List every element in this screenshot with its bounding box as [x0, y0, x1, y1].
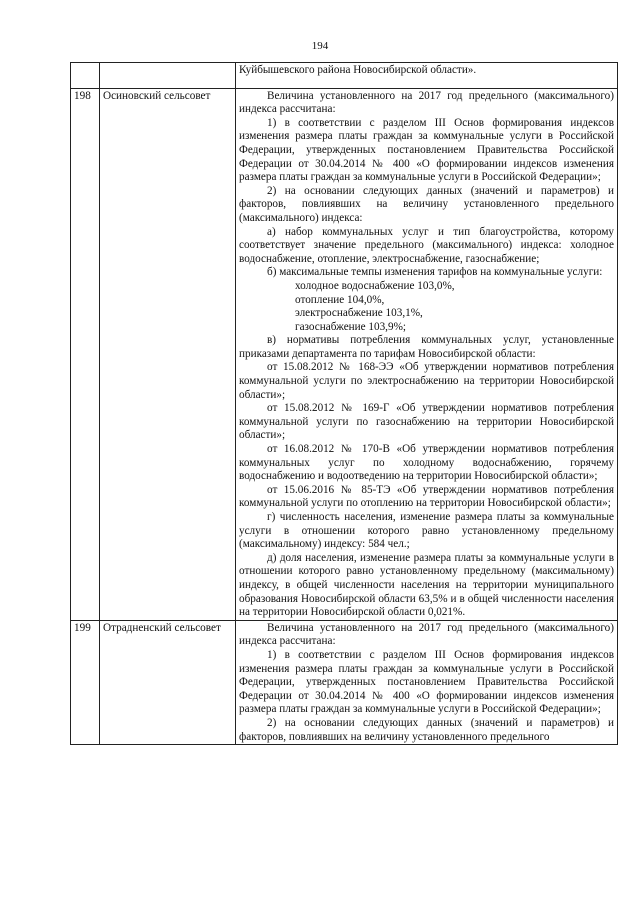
table-row: [71, 620, 618, 744]
paragraph: отопление 104,0%,: [295, 293, 385, 306]
paragraph: от 15.08.2012 № 168-ЭЭ «Об утверждении нормативов потребления коммунальной услуги по электроснабжению на территории Новосибирской области»;: [239, 361, 614, 401]
paragraph: 1) в соответствии с разделом III Основ формирования индексов изменения размера платы граждан за коммунальные услуги в Российской Федерации, утвержденных постановлением Правительства Российской Федерации от 30.04.2014 № 400 «О формировании индексов изменения размера платы граждан за коммунальные услуги в Российской Федерации»;: [239, 116, 614, 184]
continuation-text: Куйбышевского района Новосибирской области».: [239, 64, 477, 76]
name-cell: [100, 63, 236, 89]
document-table: [70, 62, 618, 745]
text-cell: [236, 620, 618, 744]
paragraph: газоснабжение 103,9%;: [295, 320, 406, 333]
page-number: 194: [311, 40, 329, 52]
paragraph: д) доля населения, изменение размера платы за коммунальные услуги в отношении которого равно установленному предельному (максимальному) индексу, в общей численности населения на территории муниципального образования Новосибирской области 63,5% и в общей численности населения на территории Новосибирской области 0,021%.: [239, 551, 614, 619]
paragraph: 1) в соответствии с разделом III Основ формирования индексов изменения размера платы граждан за коммунальные услуги в Российской Федерации, утвержденных постановлением Правительства Российской Федерации от 30.04.2014 № 400 «О формировании индексов изменения размера платы граждан за коммунальные услуги в Российской Федерации»;: [239, 648, 614, 716]
paragraph: г) численность населения, изменение размера платы за коммунальные услуги в отношении которого равно установленному предельному (максимальному) индексу: 584 чел.;: [239, 511, 614, 551]
name-cell: Отрадненский сельсовет: [100, 620, 236, 744]
paragraph: Величина установленного на 2017 год предельного (максимального) индекса рассчитана:: [239, 89, 614, 116]
paragraph: от 16.08.2012 № 170-В «Об утверждении нормативов потребления коммунальных услуг по холодному водоснабжению, горячему водоснабжению и водоотведению на территории Новосибирской области»;: [239, 443, 614, 483]
paragraph: а) набор коммунальных услуг и тип благоустройства, которому соответствует значение предельного (максимального) индекса: холодное водоснабжение, отопление, электроснабжение, газоснабжение;: [239, 225, 614, 265]
paragraph: электроснабжение 103,1%,: [295, 307, 423, 320]
name-cell: Осиновский сельсовет: [100, 88, 236, 620]
number-cell: 198: [71, 88, 100, 620]
number-cell: 199: [71, 620, 100, 744]
paragraph: в) нормативы потребления коммунальных услуг, установленные приказами департамента по тарифам Новосибирской области:: [239, 334, 614, 360]
table-row: [71, 63, 618, 89]
paragraph: 2) на основании следующих данных (значений и параметров) и факторов, повлиявших на величину установленного предельного: [239, 716, 614, 743]
table-row: [71, 88, 618, 620]
text-cell: [236, 88, 618, 620]
paragraph: от 15.06.2016 № 85-ТЭ «Об утверждении нормативов потребления коммунальной услуги по отоплению на территории Новосибирской области»;: [239, 483, 614, 510]
paragraph: Величина установленного на 2017 год предельного (максимального) индекса рассчитана:: [239, 621, 614, 648]
paragraph: холодное водоснабжение 103,0%,: [295, 279, 455, 292]
paragraph: от 15.08.2012 № 169-Г «Об утверждении нормативов потребления коммунальной услуги по газоснабжению на территории Новосибирской области»;: [239, 402, 614, 442]
text-cell: [236, 63, 618, 89]
paragraph: б) максимальные темпы изменения тарифов на коммунальные услуги:: [267, 266, 603, 279]
paragraph: 2) на основании следующих данных (значений и параметров) и факторов, повлиявших на величину установленного предельного (максимального) индекса:: [239, 184, 614, 224]
number-cell: [71, 63, 100, 89]
